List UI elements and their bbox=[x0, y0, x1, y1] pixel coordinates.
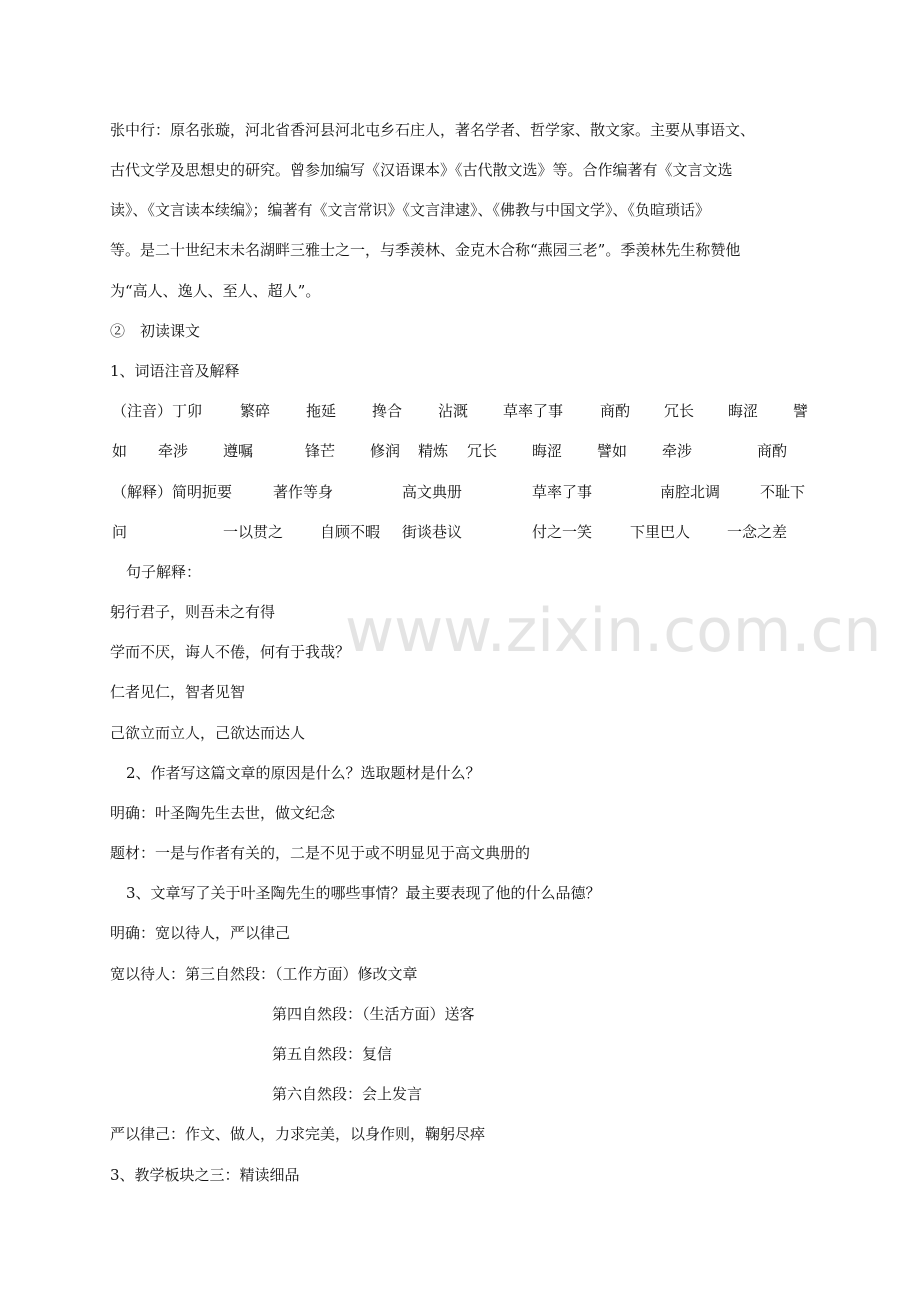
vocab-word: 下里巴人 bbox=[630, 523, 691, 541]
vocab-word: 遵嘱 bbox=[223, 442, 254, 460]
vocab-word: 沾溉 bbox=[438, 402, 469, 420]
vocab-word: 搀合 bbox=[372, 402, 403, 420]
question-2-answer: 明确：叶圣陶先生去世，做文纪念 bbox=[110, 804, 336, 822]
vocab-word: 譬 bbox=[793, 402, 809, 420]
block-3-heading: 3、教学板块之三：精读细品 bbox=[110, 1166, 300, 1184]
vocab-word: 冗长 bbox=[664, 402, 695, 420]
vocab-word: 著作等身 bbox=[273, 483, 334, 501]
intro-line: 读》、《文言读本续编》；编著有《文言常识》《文言津逮》、《佛教与中国文学》、《负暄琐话》 bbox=[110, 201, 711, 219]
vocab-word: 草率了事 bbox=[503, 402, 564, 420]
vocab-word: 晦涩 bbox=[728, 402, 759, 420]
intro-line: 张中行：原名张璇，河北省香河县河北屯乡石庄人，著名学者、哲学家、散文家。主要从事语文、 bbox=[110, 121, 756, 139]
vocab-word: 牵涉 bbox=[662, 442, 693, 460]
vocab-word: 南腔北调 bbox=[660, 483, 721, 501]
question-3: 3、文章写了关于叶圣陶先生的哪些事情？最主要表现了他的什么品德？ bbox=[126, 884, 601, 902]
sentence-item: 躬行君子，则吾未之有得 bbox=[110, 603, 276, 621]
vocab-word: 冗长 bbox=[467, 442, 498, 460]
lenient-label: 宽以待人：第三自然段：（工作方面）修改文章 bbox=[110, 965, 418, 983]
vocab-word: 牵涉 bbox=[158, 442, 189, 460]
lenient-item: 第四自然段：（生活方面）送客 bbox=[272, 1005, 475, 1023]
strict-line: 严以律己：作文、做人，力求完美，以身作则，鞠躬尽瘁 bbox=[110, 1125, 486, 1143]
sentence-item: 仁者见仁，智者见智 bbox=[110, 683, 246, 701]
vocab-word: 一以贯之 bbox=[223, 523, 284, 541]
sentence-item: 学而不厌，诲人不倦，何有于我哉？ bbox=[110, 643, 351, 661]
sentence-heading: 句子解释： bbox=[126, 563, 202, 581]
vocab-word: 锋芒 bbox=[305, 442, 336, 460]
intro-line: 等。是二十世纪末未名湖畔三雅士之一，与季羡林、金克木合称“燕园三老”。季羡林先生称赞他 bbox=[110, 241, 741, 259]
watermark: www.zixin.com.cn bbox=[345, 596, 882, 666]
sentence-item: 己欲立而立人，己欲达而达人 bbox=[110, 724, 306, 742]
vocab-word: 拖延 bbox=[306, 402, 337, 420]
vocab-word: 不耻下 bbox=[760, 483, 806, 501]
vocab-word: 商酌 bbox=[600, 402, 631, 420]
vocab-word: 修润 bbox=[370, 442, 401, 460]
lenient-item: 第五自然段：复信 bbox=[272, 1045, 393, 1063]
vocab-word: 晦涩 bbox=[532, 442, 563, 460]
vocab-heading: 1、词语注音及解释 bbox=[110, 362, 240, 380]
vocab-word: 自顾不暇 bbox=[320, 523, 381, 541]
vocab-word: 高文典册 bbox=[402, 483, 463, 501]
vocab-word: 街谈巷议 bbox=[402, 523, 463, 541]
intro-line: 古代文学及思想史的研究。曾参加编写《汉语课本》《古代散文选》等。合作编著有《文言文选 bbox=[110, 161, 733, 179]
vocab-word: 草率了事 bbox=[532, 483, 593, 501]
section-heading: ② 初读课文 bbox=[110, 322, 201, 340]
vocab-word: 一念之差 bbox=[727, 523, 788, 541]
question-3-answer: 明确：宽以待人，严以律己 bbox=[110, 924, 291, 942]
question-2: 2、作者写这篇文章的原因是什么？选取题材是什么？ bbox=[126, 764, 481, 782]
lenient-item: 第六自然段：会上发言 bbox=[272, 1085, 423, 1103]
vocab-word: 精炼 bbox=[418, 442, 449, 460]
intro-line: 为“高人、逸人、至人、超人”。 bbox=[110, 282, 321, 300]
vocab-word: 如 bbox=[112, 442, 128, 460]
vocab-word: （解释）简明扼要 bbox=[112, 483, 233, 501]
vocab-word: 问 bbox=[112, 523, 128, 541]
vocab-word: （注音）丁卯 bbox=[112, 402, 203, 420]
vocab-word: 付之一笑 bbox=[532, 523, 593, 541]
vocab-word: 繁碎 bbox=[240, 402, 271, 420]
vocab-word: 譬如 bbox=[597, 442, 628, 460]
question-2-material: 题材：一是与作者有关的，二是不见于或不明显见于高文典册的 bbox=[110, 844, 531, 862]
vocab-word: 商酌 bbox=[757, 442, 788, 460]
